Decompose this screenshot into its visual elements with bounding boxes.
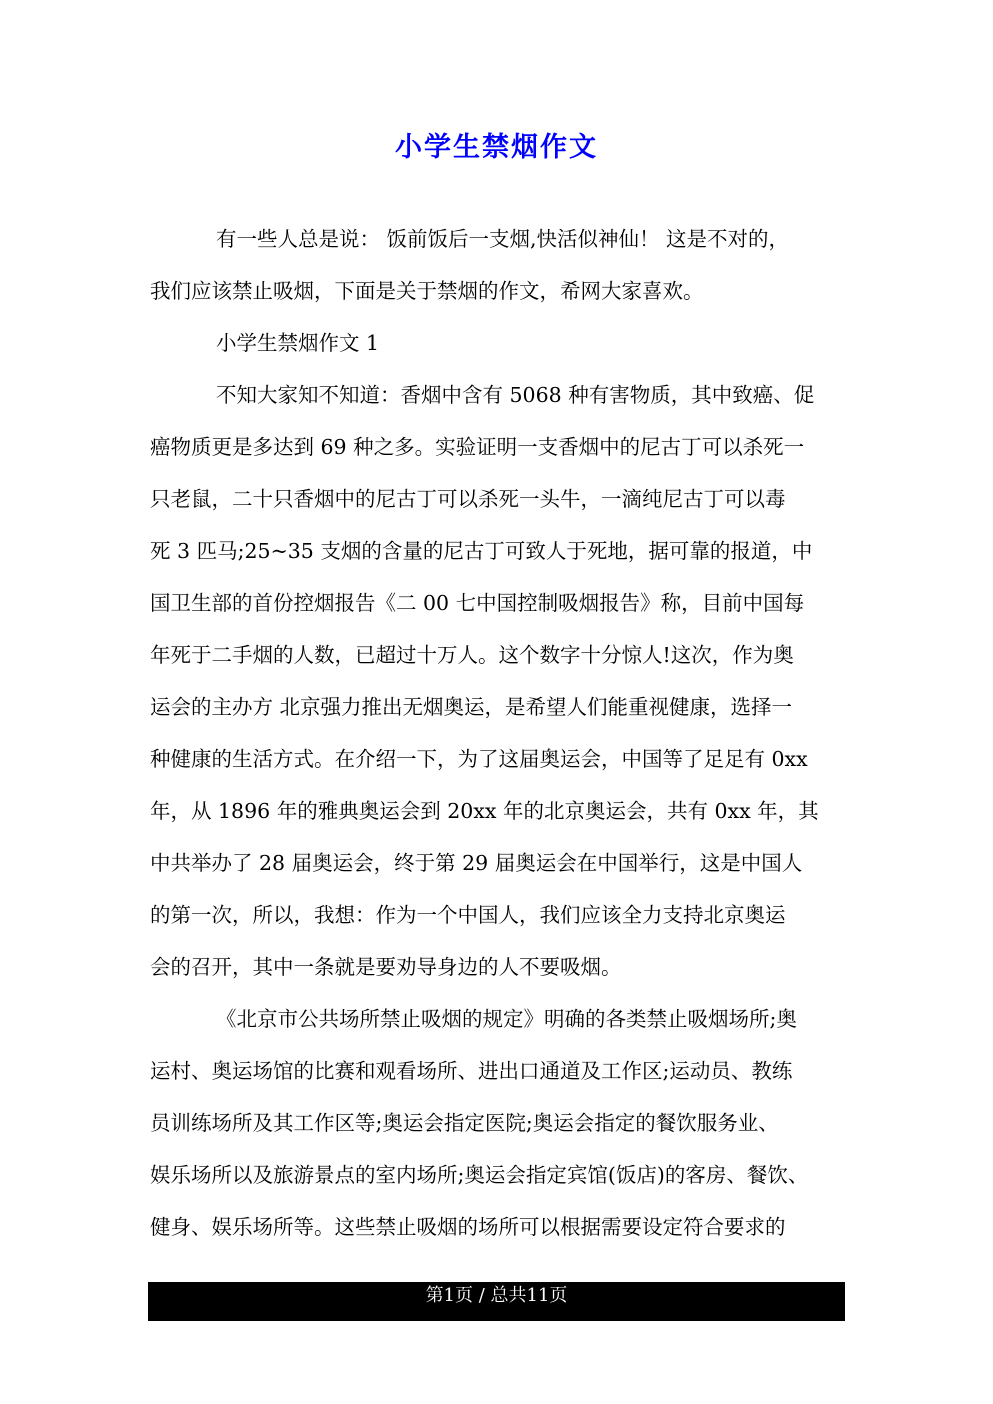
paragraph-line: 我们应该禁止吸烟，下面是关于禁烟的作文，希网大家喜欢。 bbox=[150, 279, 704, 303]
page-title: 小学生禁烟作文 bbox=[395, 132, 598, 163]
paragraph-line: 年死于二手烟的人数，已超过十万人。这个数字十分惊人!这次，作为奥 bbox=[150, 643, 794, 667]
paragraph-line: 种健康的生活方式。在介绍一下，为了这届奥运会，中国等了足足有 0xx bbox=[150, 747, 808, 771]
paragraph-line: 《北京市公共场所禁止吸烟的规定》明确的各类禁止吸烟场所;奥 bbox=[216, 1007, 797, 1031]
paragraph-line: 中共举办了 28 届奥运会，终于第 29 届奥运会在中国举行，这是中国人 bbox=[150, 851, 803, 875]
section-heading: 小学生禁烟作文 1 bbox=[216, 331, 380, 355]
paragraph-line: 会的召开，其中一条就是要劝导身边的人不要吸烟。 bbox=[150, 955, 622, 979]
paragraph-line: 年，从 1896 年的雅典奥运会到 20xx 年的北京奥运会，共有 0xx 年，其 bbox=[150, 799, 819, 823]
paragraph-line: 运会的主办方 北京强力推出无烟奥运，是希望人们能重视健康，选择一 bbox=[150, 695, 793, 719]
paragraph-line: 健身、娱乐场所等。这些禁止吸烟的场所可以根据需要设定符合要求的 bbox=[150, 1215, 786, 1239]
paragraph-line: 的第一次，所以，我想：作为一个中国人，我们应该全力支持北京奥运 bbox=[150, 903, 786, 927]
paragraph-line: 死 3 匹马;25~35 支烟的含量的尼古丁可致人于死地，据可靠的报道，中 bbox=[150, 539, 813, 563]
paragraph-line: 运村、奥运场馆的比赛和观看场所、进出口通道及工作区;运动员、教练 bbox=[150, 1059, 793, 1083]
paragraph-line: 员训练场所及其工作区等;奥运会指定医院;奥运会指定的餐饮服务业、 bbox=[150, 1111, 779, 1135]
paragraph-line: 不知大家知不知道：香烟中含有 5068 种有害物质，其中致癌、促 bbox=[216, 383, 815, 407]
paragraph-line: 癌物质更是多达到 69 种之多。实验证明一支香烟中的尼古丁可以杀死一 bbox=[150, 435, 805, 459]
paragraph-line: 娱乐场所以及旅游景点的室内场所;奥运会指定宾馆(饭店)的客房、餐饮、 bbox=[150, 1163, 809, 1187]
page-indicator: 第1页 / 总共11页 bbox=[425, 1285, 568, 1306]
paragraph-line: 有一些人总是说： 饭前饭后一支烟,快活似神仙！ 这是不对的， bbox=[216, 227, 790, 251]
paragraph-line: 只老鼠，二十只香烟中的尼古丁可以杀死一头牛，一滴纯尼古丁可以毒 bbox=[150, 487, 786, 511]
paragraph-line: 国卫生部的首份控烟报告《二 00 七中国控制吸烟报告》称，目前中国每 bbox=[150, 591, 805, 615]
page-footer-bar bbox=[148, 1282, 845, 1321]
